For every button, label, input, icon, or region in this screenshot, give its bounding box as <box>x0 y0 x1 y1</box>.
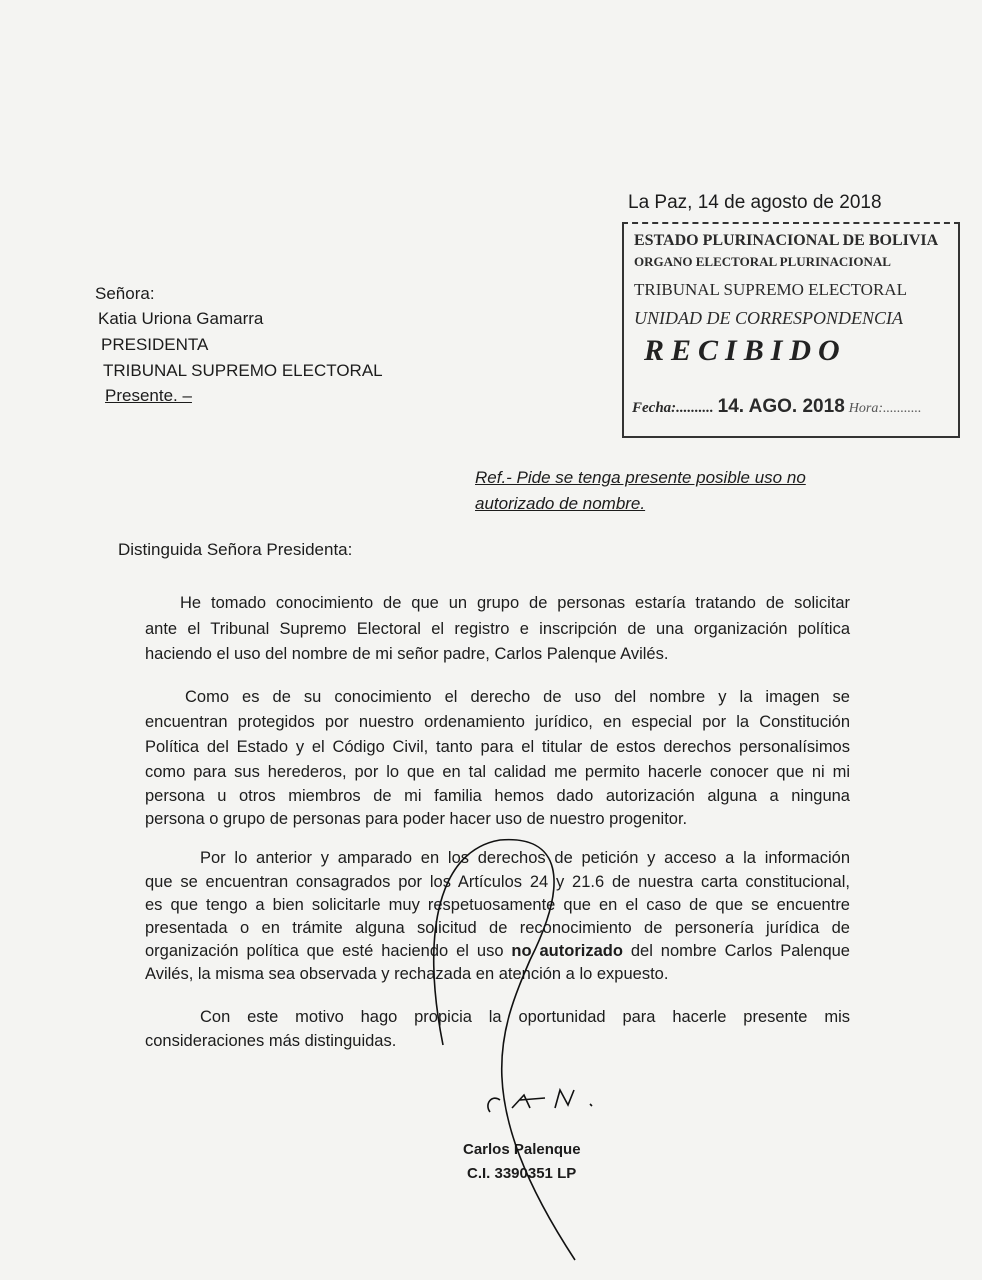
recipient-name: Katia Uriona Gamarra <box>98 309 264 328</box>
stamp-hora-label: Hora:........... <box>848 401 922 416</box>
paragraph-line: ante el Tribunal Supremo Electoral el registro e inscripción de una organización política <box>145 620 850 638</box>
stamp-line-4: UNIDAD DE CORRESPONDENCIA <box>634 308 903 328</box>
paragraph-line: persona o grupo de personas para poder hacer uso de nuestro progenitor. <box>145 810 688 828</box>
date-line: La Paz, 14 de agosto de 2018 <box>628 192 882 213</box>
paragraph-line: He tomado conocimiento de que un grupo de personas estaría tratando de solicitar <box>180 594 850 612</box>
paragraph-line: presentada o en trámite alguna solicitud de reconocimiento de personería jurídica de <box>145 919 850 937</box>
stamp-line-3: TRIBUNAL SUPREMO ELECTORAL <box>634 280 907 299</box>
stamp-fecha-label: Fecha:.......... <box>632 400 714 416</box>
paragraph-line: Política del Estado y el Código Civil, tanto para el titular de estos derechos personalísimos <box>145 738 850 756</box>
stamp-fecha-value: 14. AGO. 2018 <box>717 396 845 417</box>
paragraph-line: Avilés, la misma sea observada y rechazada en atención a lo expuesto. <box>145 965 669 983</box>
paragraph-line: haciendo el uso del nombre de mi señor padre, Carlos Palenque Avilés. <box>145 645 669 663</box>
recipient-presente: Presente. – <box>105 386 192 405</box>
recipient-institution: TRIBUNAL SUPREMO ELECTORAL <box>103 361 383 380</box>
paragraph-line: consideraciones más distinguidas. <box>145 1032 397 1050</box>
paragraph-line: Como es de su conocimiento el derecho de uso del nombre y la imagen se <box>185 688 850 706</box>
reference-line-1: Ref.- Pide se tenga presente posible uso no <box>475 468 806 487</box>
recipient-title: PRESIDENTA <box>101 335 209 354</box>
paragraph-line: persona u otros miembros de mi familia hemos dado autorización alguna a ninguna <box>145 787 850 805</box>
paragraph-line: como para sus herederos, por lo que en tal calidad me permito hacerle conocer que ni mi <box>145 763 850 781</box>
greeting: Distinguida Señora Presidenta: <box>118 540 353 559</box>
emphasis-text: no autorizado <box>511 942 623 960</box>
line-text: organización política que esté haciendo el uso <box>145 942 512 960</box>
reference-line-2: autorizado de nombre. <box>475 494 646 513</box>
paragraph-line: Por lo anterior y amparado en los derechos de petición y acceso a la información <box>200 849 850 867</box>
signature-name: Carlos Palenque <box>463 1141 581 1158</box>
paragraph-line: encuentran protegidos por nuestro ordenamiento jurídico, en especial por la Constitución <box>145 713 850 731</box>
stamp-line-2: ORGANO ELECTORAL PLURINACIONAL <box>634 254 891 269</box>
stamp-received: RECIBIDO <box>644 334 847 367</box>
line-text: del nombre Carlos Palenque <box>622 942 850 960</box>
paragraph-line: Con este motivo hago propicia la oportunidad para hacerle presente mis <box>200 1008 850 1026</box>
paragraph-line: es que tengo a bien solicitarle muy respetuosamente que en el caso de que se encuentre <box>145 896 850 914</box>
signature-id: C.I. 3390351 LP <box>467 1165 577 1182</box>
paragraph-line: que se encuentran consagrados por los Artículos 24 y 21.6 de nuestra carta constitucional, <box>145 873 850 891</box>
recipient-salutation: Señora: <box>95 284 155 303</box>
stamp-line-1: ESTADO PLURINACIONAL DE BOLIVIA <box>634 232 939 249</box>
